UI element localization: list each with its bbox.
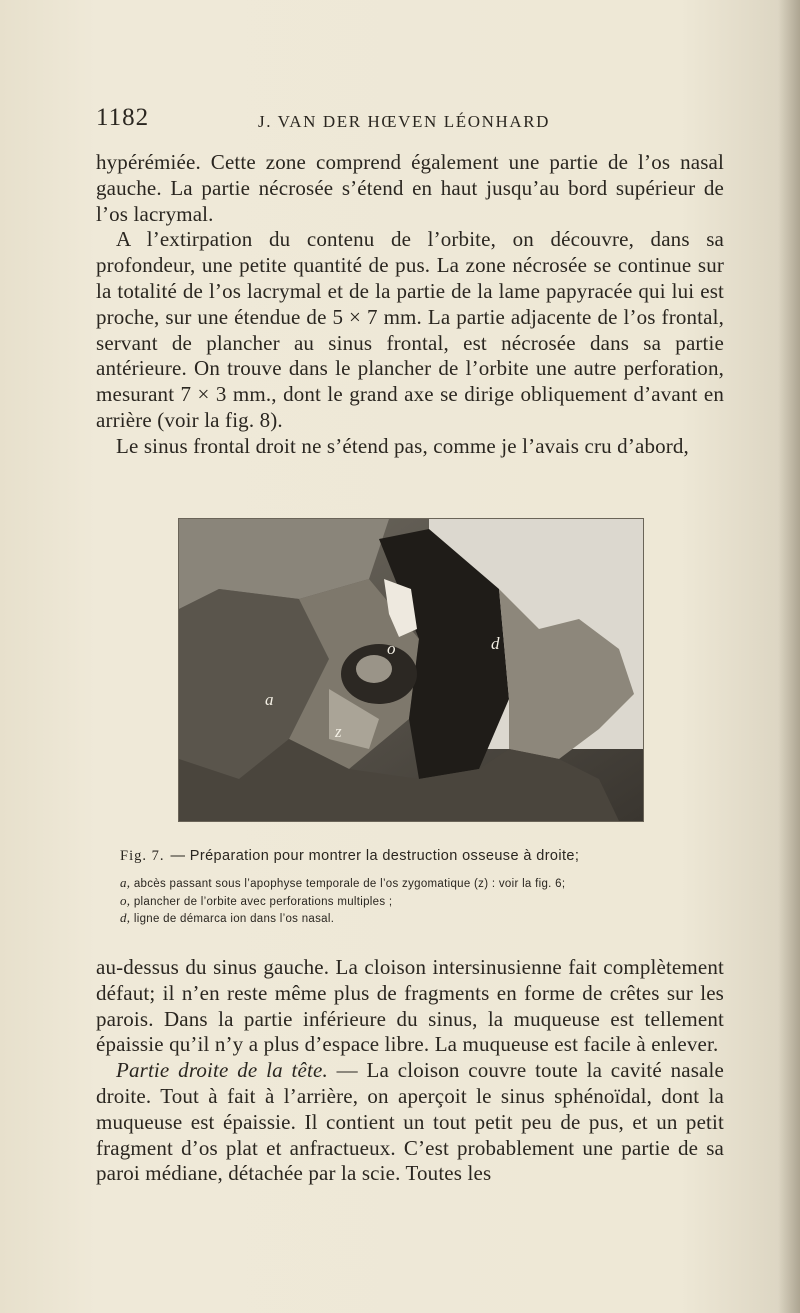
paragraph: Le sinus frontal droit ne s’étend pas, comme je l’avais cru d’abord, bbox=[116, 433, 689, 458]
paragraph-text: — La cloison couvre toute la cavité nasale droite. Tout à fait à l’arrière, on aperçoit le sinus sphénoïdal, dont la muqueuse est épaissie. Il contient un tout petit peu de pus, et un petit fragment d’os plat et anfractueux. C’est probablement une partie de sa paroi médiane, détachée par la scie. Toutes les bbox=[96, 1058, 724, 1186]
legend-text: plancher de l’orbite avec perforations multiples ; bbox=[133, 895, 393, 908]
paragraph: au-dessus du sinus gauche. La cloison intersinusienne fait complètement défaut; il n’en reste même plus de fragments en forme de crêtes sur les parois. Dans la partie inférieure du sinus, la muqueuse est tellement épaissie qu’il n’y a plus d’espace libre. La muqueuse est facile à enlever. bbox=[96, 955, 724, 1057]
caption-figure-number: Fig. 7. bbox=[120, 848, 165, 864]
paragraph: A l’extirpation du contenu de l’orbite, on découvre, dans sa profondeur, une petite quantité de pus. La zone nécrosée se continue sur la totalité de l’os lacrymal et de la partie de la lame papyracée qui lui est proche, sur une étendue de 5 × 7 mm. La partie adjacente de l’os frontal, servant de plancher au sinus frontal, est nécrosée dans sa partie antérieure. On trouve dans le plancher de l’orbite une autre perforation, mesurant 7 × 3 mm., dont le grand axe se dirige obliquement d’avant en arrière (voir la fig. 8). bbox=[96, 227, 724, 432]
caption-legend-line bbox=[120, 910, 720, 928]
figure-label-a: a bbox=[265, 690, 274, 709]
running-head: J. VAN DER HŒVEN LÉONHARD bbox=[258, 112, 551, 131]
caption-title-text: — Préparation pour montrer la destruction osseuse à droite; bbox=[170, 848, 580, 864]
caption-legend-line bbox=[120, 875, 720, 893]
legend-text: ligne de démarca ion dans l’os nasal. bbox=[133, 913, 335, 925]
legend-key: o, bbox=[120, 892, 131, 908]
page-header bbox=[96, 100, 736, 136]
figure-caption bbox=[120, 848, 720, 928]
skull-dissection-photo bbox=[179, 519, 643, 821]
legend-key: a, bbox=[120, 875, 131, 890]
figure-label-o: o bbox=[387, 639, 396, 658]
figure-label-z: z bbox=[335, 722, 342, 741]
page-number: 1182 bbox=[96, 104, 150, 131]
section-lead: Partie droite de la tête. bbox=[116, 1058, 328, 1083]
caption-legend-line bbox=[120, 893, 720, 911]
paragraph bbox=[96, 1058, 724, 1187]
text-block-bottom bbox=[96, 955, 724, 1187]
legend-key: d, bbox=[120, 910, 131, 925]
legend-text: abcès passant sous l’apophyse temporale de l’os zygomatique (z) : voir la fig. 6; bbox=[133, 878, 566, 890]
paragraph: hypérémiée. Cette zone comprend également une partie de l’os nasal gauche. La partie nécrosée s’étend en haut jusqu’au bord supérieur de l’os lacrymal. bbox=[96, 150, 724, 226]
text-block-top bbox=[96, 150, 724, 460]
caption-title bbox=[120, 848, 720, 865]
figure-label-d: d bbox=[491, 634, 500, 653]
page-gutter-shadow bbox=[778, 0, 800, 1313]
figure-photograph bbox=[178, 518, 644, 822]
